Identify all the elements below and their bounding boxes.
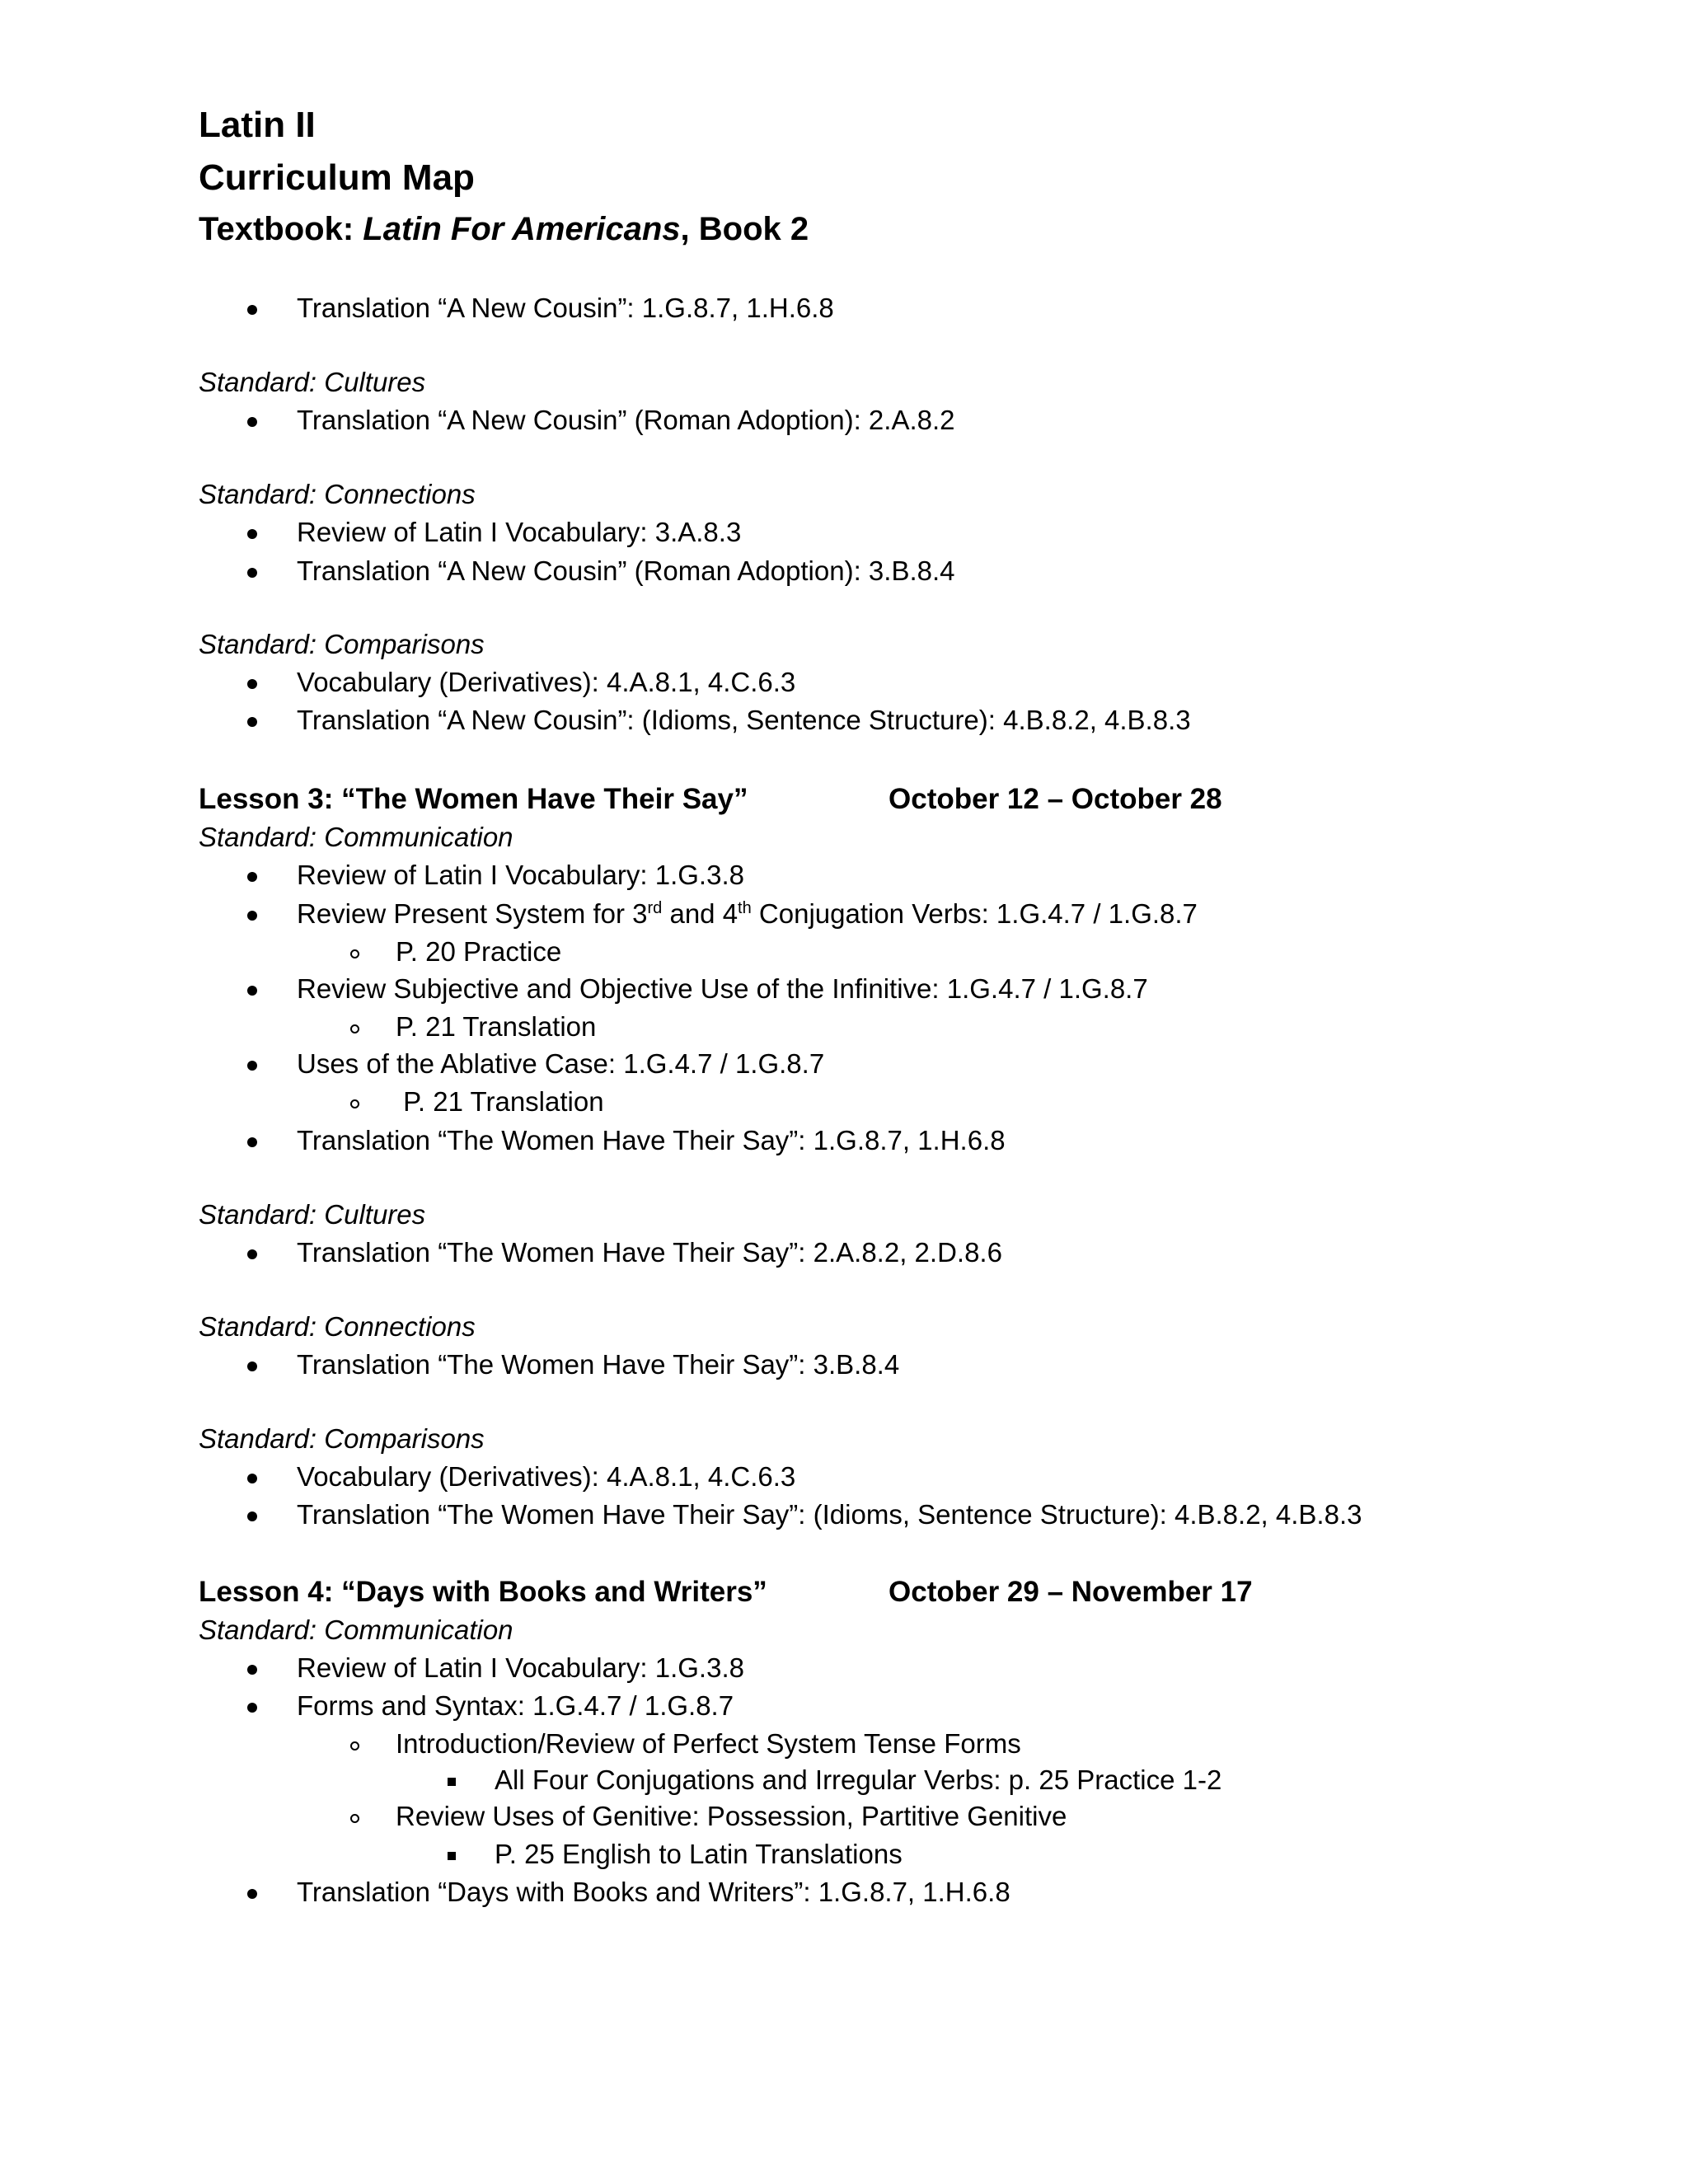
bullet-icon — [236, 896, 269, 932]
list-item: Translation “Days with Books and Writers”: 1.G.8.7, 1.H.6.8 — [297, 1877, 1010, 1907]
list-item: Vocabulary (Derivatives): 4.A.8.1, 4.C.6.3 — [297, 1461, 796, 1492]
sub-list-item: P. 20 Practice — [396, 936, 562, 967]
standard-heading: Standard: Comparisons — [199, 629, 485, 659]
list-item: Vocabulary (Derivatives): 4.A.8.1, 4.C.6.3 — [297, 667, 796, 697]
list-item — [297, 896, 1198, 932]
document-subtitle: Curriculum Map — [199, 157, 475, 198]
bullet-icon — [236, 553, 269, 589]
bullet-icon — [236, 702, 269, 738]
list-item: Review of Latin I Vocabulary: 3.A.8.3 — [297, 517, 742, 547]
sub-list-item: P. 21 Translation — [396, 1011, 597, 1042]
list-item: Forms and Syntax: 1.G.4.7 / 1.G.8.7 — [297, 1690, 734, 1721]
list-item: Translation “The Women Have Their Say”: (Idioms, Sentence Structure): 4.B.8.2, 4.B.8.3 — [297, 1499, 1362, 1530]
textbook-suffix: , Book 2 — [680, 211, 809, 247]
lesson-dates: October 29 – November 17 — [889, 1576, 1253, 1608]
lesson-title: Lesson 4: “Days with Books and Writers” — [199, 1576, 767, 1608]
square-bullet-icon — [435, 1836, 468, 1872]
square-bullet-icon — [435, 1762, 468, 1798]
list-item-text: Review Present System for 3 — [297, 898, 648, 929]
textbook-title: Latin For Americans — [363, 211, 681, 247]
lesson-dates: October 12 – October 28 — [889, 783, 1222, 815]
textbook-label: Textbook: — [199, 211, 363, 247]
bullet-icon — [236, 514, 269, 551]
textbook-line — [199, 209, 809, 249]
bullet-icon — [236, 664, 269, 701]
circle-bullet-icon — [338, 1798, 371, 1835]
circle-bullet-icon — [338, 1726, 371, 1762]
standard-heading: Standard: Communication — [199, 1615, 513, 1645]
bullet-icon — [236, 1122, 269, 1159]
list-item: Review of Latin I Vocabulary: 1.G.3.8 — [297, 860, 744, 890]
standard-heading: Standard: Connections — [199, 1311, 476, 1342]
sub-list-item: Introduction/Review of Perfect System Tense Forms — [396, 1728, 1021, 1759]
bullet-icon — [236, 1046, 269, 1082]
sub-sub-list-item: P. 25 English to Latin Translations — [495, 1839, 903, 1869]
list-item: Review Subjective and Objective Use of the Infinitive: 1.G.4.7 / 1.G.8.7 — [297, 973, 1148, 1004]
bullet-icon — [236, 290, 269, 326]
list-item: Translation “The Women Have Their Say”: 1.G.8.7, 1.H.6.8 — [297, 1125, 1006, 1155]
list-item-text: and 4 — [662, 898, 738, 929]
list-item-text: Conjugation Verbs: 1.G.4.7 / 1.G.8.7 — [751, 898, 1198, 929]
list-item: Translation “A New Cousin” (Roman Adoption): 3.B.8.4 — [297, 555, 955, 586]
list-item: Review of Latin I Vocabulary: 1.G.3.8 — [297, 1652, 744, 1683]
list-item: Translation “A New Cousin”: 1.G.8.7, 1.H.6.8 — [297, 293, 834, 323]
list-item: Translation “A New Cousin” (Roman Adoption): 2.A.8.2 — [297, 405, 955, 435]
circle-bullet-icon — [338, 1084, 371, 1120]
standard-heading: Standard: Communication — [199, 822, 513, 852]
bullet-icon — [236, 971, 269, 1007]
bullet-icon — [236, 1347, 269, 1383]
bullet-icon — [236, 857, 269, 893]
bullet-icon — [236, 1688, 269, 1724]
circle-bullet-icon — [338, 934, 371, 970]
document-title: Latin II — [199, 105, 316, 145]
bullet-icon — [236, 1650, 269, 1686]
standard-heading: Standard: Connections — [199, 479, 476, 509]
circle-bullet-icon — [338, 1009, 371, 1045]
bullet-icon — [236, 1459, 269, 1495]
bullet-icon — [236, 1235, 269, 1271]
list-item: Uses of the Ablative Case: 1.G.4.7 / 1.G.8.7 — [297, 1048, 825, 1079]
standard-heading: Standard: Comparisons — [199, 1423, 485, 1454]
sub-list-item: P. 21 Translation — [396, 1086, 604, 1117]
standard-heading: Standard: Cultures — [199, 1199, 426, 1230]
ordinal-suffix: rd — [647, 899, 663, 917]
list-item: Translation “A New Cousin”: (Idioms, Sentence Structure): 4.B.8.2, 4.B.8.3 — [297, 705, 1191, 735]
ordinal-suffix: th — [738, 899, 752, 917]
lesson-title: Lesson 3: “The Women Have Their Say” — [199, 783, 748, 815]
list-item: Translation “The Women Have Their Say”: 2.A.8.2, 2.D.8.6 — [297, 1237, 1002, 1268]
bullet-icon — [236, 1497, 269, 1533]
bullet-icon — [236, 402, 269, 438]
sub-sub-list-item: All Four Conjugations and Irregular Verbs: p. 25 Practice 1-2 — [495, 1765, 1222, 1795]
sub-list-item: Review Uses of Genitive: Possession, Partitive Genitive — [396, 1801, 1067, 1831]
list-item: Translation “The Women Have Their Say”: 3.B.8.4 — [297, 1349, 900, 1380]
standard-heading: Standard: Cultures — [199, 367, 426, 397]
bullet-icon — [236, 1874, 269, 1910]
